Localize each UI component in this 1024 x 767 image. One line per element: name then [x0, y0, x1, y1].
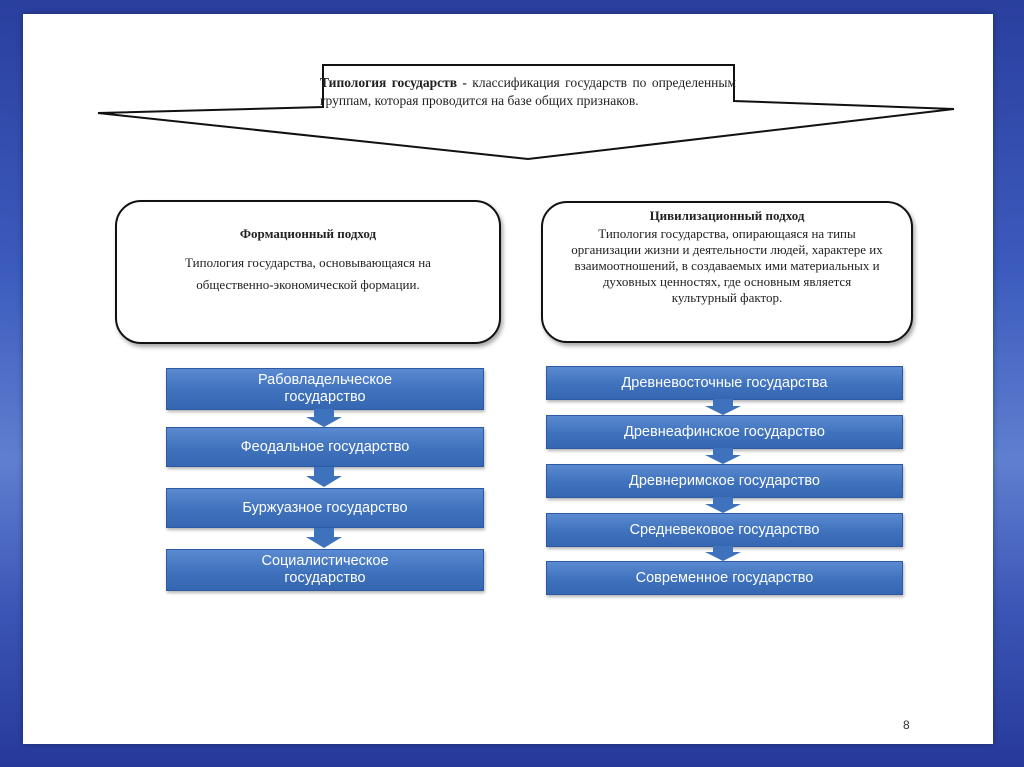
- definition-term: Типология государств -: [320, 75, 467, 90]
- civilizational-type-box: [546, 415, 903, 449]
- formational-type-line1: Рабовладельческое: [257, 372, 393, 388]
- civilizational-type-box: [546, 561, 903, 595]
- formational-type-box: [166, 549, 484, 591]
- formational-type-box: [166, 488, 484, 528]
- definition-body: классификация государств по определенным группам, которая проводится на базе общих признаков.: [320, 75, 737, 108]
- flow-arrow-icon: [705, 546, 741, 561]
- civilizational-type-label: Современное государство: [635, 569, 814, 586]
- flow-arrow-icon: [306, 528, 342, 548]
- civilizational-approach-title: Цивилизационный подход: [649, 208, 805, 223]
- formational-approach-box: [115, 200, 501, 344]
- slide: [23, 14, 993, 744]
- formational-type-box: [166, 427, 484, 467]
- page-number: 8: [903, 718, 910, 732]
- civilizational-type-box: [546, 464, 903, 498]
- formational-type-line1: Социалистическое: [261, 553, 389, 569]
- civilizational-type-label: Средневековое государство: [629, 521, 820, 538]
- civilizational-type-label: Древнеафинское государство: [624, 423, 825, 440]
- formational-type-box: [166, 368, 484, 410]
- flow-arrow-icon: [306, 467, 342, 487]
- civilizational-approach-box: [541, 201, 913, 343]
- flow-arrow-icon: [705, 399, 741, 415]
- formational-type-line2: государство: [284, 570, 366, 586]
- civilizational-type-label: Древнеримское государство: [629, 472, 820, 489]
- formational-approach-description: Типология государства, основывающаяся на общественно-экономической формации.: [185, 255, 431, 292]
- civilizational-type-box: [546, 513, 903, 547]
- civilizational-type-label: Древневосточные государства: [621, 374, 828, 391]
- formational-type-line2: государство: [284, 389, 366, 405]
- flow-arrow-icon: [705, 448, 741, 464]
- flow-arrow-icon: [705, 497, 741, 513]
- flow-arrow-icon: [306, 409, 342, 427]
- formational-approach-title: Формационный подход: [239, 226, 377, 241]
- civilizational-type-box: [546, 366, 903, 400]
- civilizational-approach-description: Типология государства, опирающаяся на типы организации жизни и деятельности людей, характере их взаимоотношений, в создаваемых ими материальных и духовных ценностях, где основным является культурный фактор.: [571, 226, 883, 305]
- formational-type-label: Феодальное государство: [240, 438, 410, 455]
- formational-type-label: Буржуазное государство: [242, 499, 408, 516]
- definition-text: [320, 74, 736, 110]
